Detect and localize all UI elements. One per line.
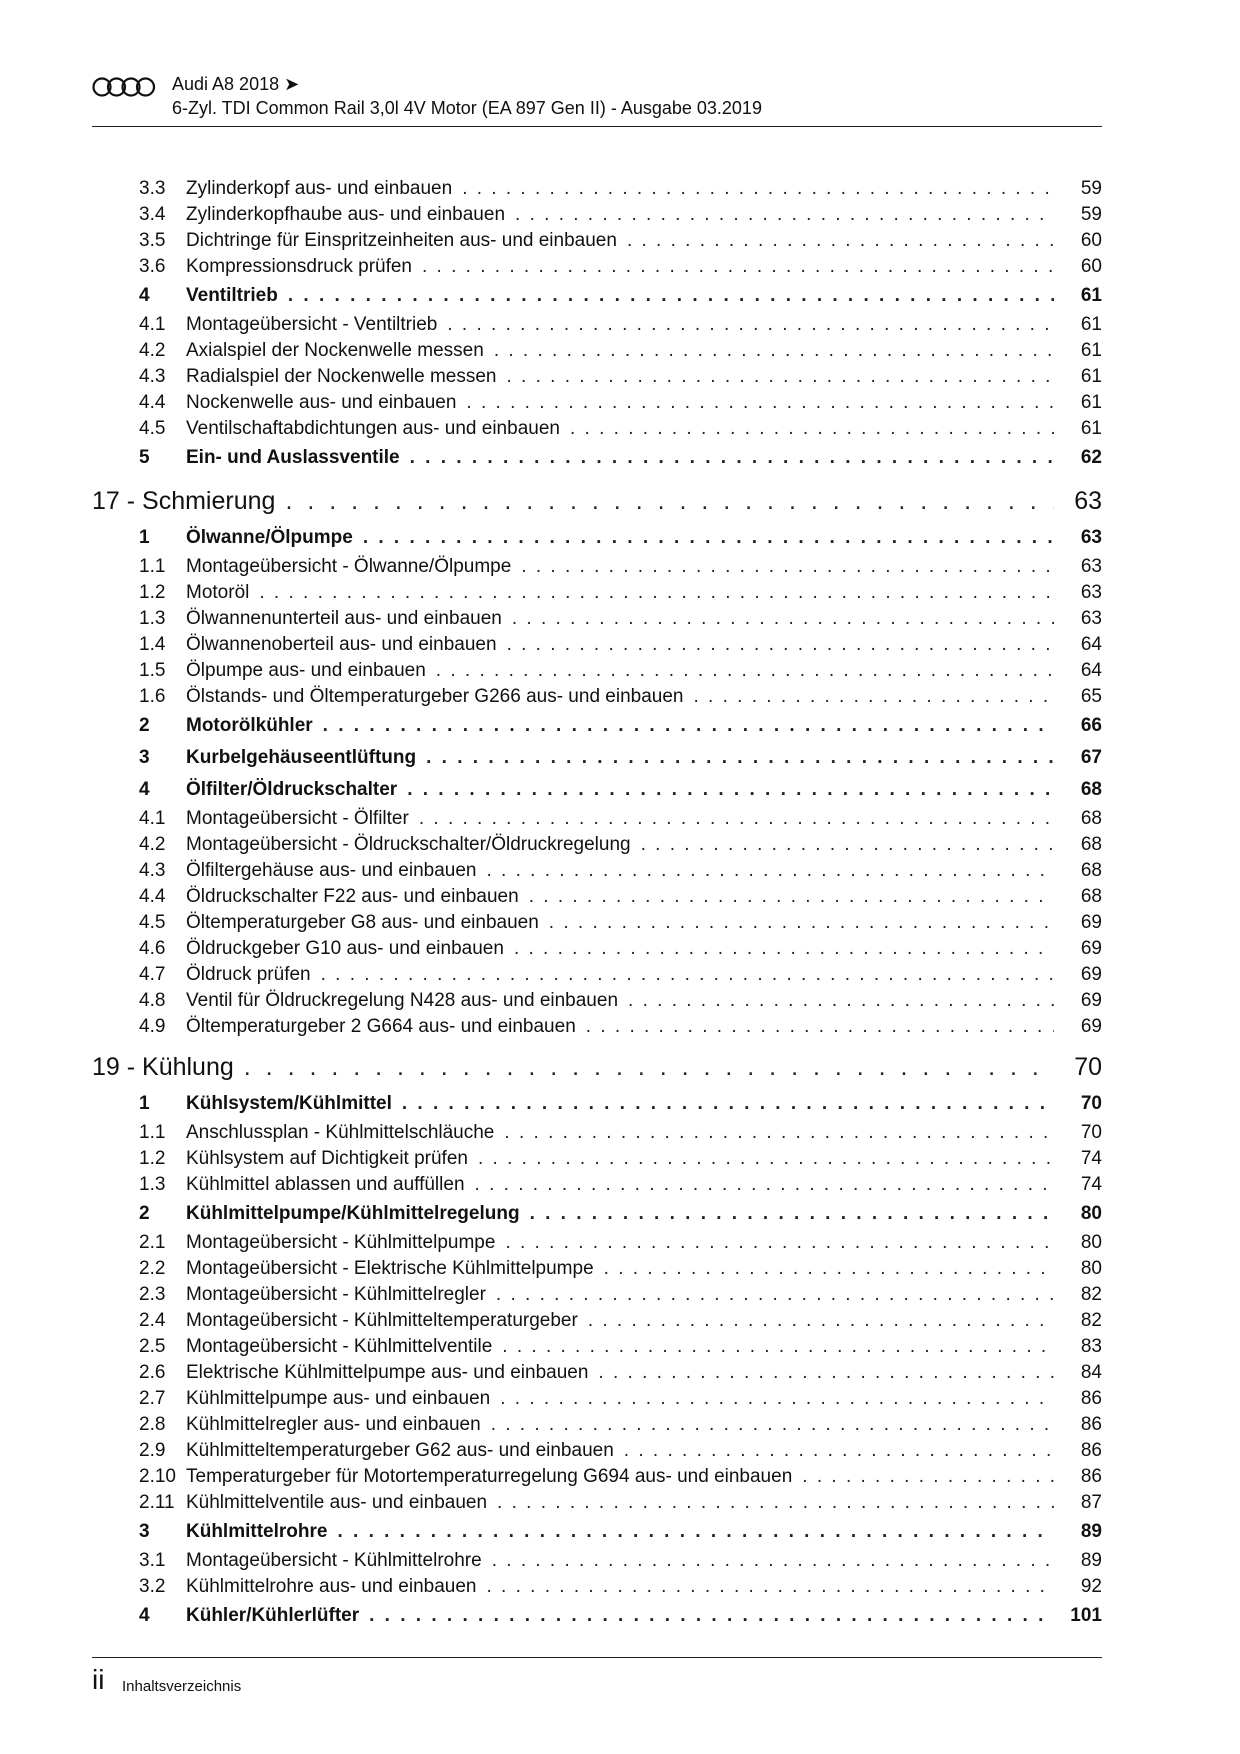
toc-number: 2.7 — [139, 1388, 166, 1409]
toc-title: Zylinderkopf aus- und einbauen — [186, 178, 453, 199]
toc-entry[interactable] — [92, 580, 1102, 606]
toc-entry[interactable] — [92, 1438, 1102, 1464]
toc-number: 3 — [139, 747, 150, 768]
toc-title: Anschlussplan - Kühlmittelschläuche — [186, 1122, 495, 1143]
toc-entry[interactable] — [92, 910, 1102, 936]
toc-title: Nockenwelle aus- und einbauen — [186, 392, 457, 413]
toc-section[interactable] — [92, 774, 1102, 806]
toc-title: Ventiltrieb — [186, 285, 278, 306]
toc-title: Ölfilter/Öldruckschalter — [186, 779, 398, 800]
toc-title: Zylinderkopfhaube aus- und einbauen — [186, 204, 506, 225]
toc-section[interactable] — [92, 742, 1102, 774]
toc-page-number: 69 — [1080, 964, 1102, 985]
toc-page-number: 59 — [1080, 178, 1102, 199]
dot-leader — [514, 936, 1054, 962]
toc-number: 1 — [139, 1093, 150, 1114]
dot-leader — [475, 1172, 1054, 1198]
toc-entry[interactable] — [92, 338, 1102, 364]
toc-title: Kühlmittelventile aus- und einbauen — [186, 1492, 488, 1513]
toc-page-number: 61 — [1080, 392, 1102, 413]
toc-title: Temperaturgeber für Motortemperaturregelung G694 aus- und einbauen — [186, 1466, 793, 1487]
dot-leader — [505, 1230, 1054, 1256]
dot-leader — [402, 1088, 1054, 1120]
dot-leader — [628, 988, 1054, 1014]
dot-leader — [491, 1412, 1054, 1438]
dot-leader — [586, 1014, 1054, 1040]
page-header — [92, 72, 1102, 127]
table-of-contents — [92, 176, 1102, 1632]
toc-number: 1 — [139, 527, 150, 548]
toc-number: 2.2 — [139, 1258, 166, 1279]
toc-title: Kühlmittelpumpe/Kühlmittelregelung — [186, 1203, 520, 1224]
toc-title: Öldruck prüfen — [186, 964, 311, 985]
toc-page-number: 80 — [1080, 1258, 1102, 1279]
dot-leader — [426, 742, 1054, 774]
toc-title: Montageübersicht - Kühlmittelrohre — [186, 1550, 482, 1571]
toc-number: 3.3 — [139, 178, 166, 199]
toc-page-number: 70 — [1080, 1093, 1102, 1114]
toc-page-number: 64 — [1080, 634, 1102, 655]
dot-leader — [492, 1548, 1054, 1574]
toc-title: Ölwanne/Ölpumpe — [186, 527, 353, 548]
toc-entry[interactable] — [92, 1386, 1102, 1412]
toc-page-number: 80 — [1080, 1203, 1102, 1224]
dot-leader — [515, 202, 1054, 228]
toc-title: Öldruckgeber G10 aus- und einbauen — [186, 938, 504, 959]
toc-title: Kühlmitteltemperaturgeber G62 aus- und einbauen — [186, 1440, 614, 1461]
toc-entry[interactable] — [92, 1146, 1102, 1172]
toc-page-number: 69 — [1080, 1016, 1102, 1037]
toc-page-number: 86 — [1080, 1466, 1102, 1487]
toc-page-number: 63 — [1080, 608, 1102, 629]
dot-leader — [604, 1256, 1054, 1282]
dot-leader — [486, 1574, 1054, 1600]
toc-page-number: 86 — [1080, 1414, 1102, 1435]
dot-leader — [422, 254, 1054, 280]
dot-leader — [507, 364, 1055, 390]
toc-title: Ölwannenunterteil aus- und einbauen — [186, 608, 502, 629]
toc-number: 1.2 — [139, 582, 166, 603]
toc-title: Elektrische Kühlmittelpumpe aus- und einbauen — [186, 1362, 589, 1383]
toc-page-number: 80 — [1080, 1232, 1102, 1253]
toc-number: 4.1 — [139, 314, 166, 335]
toc-entry[interactable] — [92, 1256, 1102, 1282]
toc-entry[interactable] — [92, 1120, 1102, 1146]
toc-number: 3.4 — [139, 204, 166, 225]
toc-number: 4.4 — [139, 392, 166, 413]
toc-page-number: 61 — [1080, 285, 1102, 306]
dot-leader — [462, 176, 1054, 202]
toc-number: 2 — [139, 1203, 150, 1224]
toc-page-number: 68 — [1080, 886, 1102, 907]
toc-entry[interactable] — [92, 1014, 1102, 1040]
toc-section[interactable] — [92, 280, 1102, 312]
toc-page-number: 66 — [1080, 715, 1102, 736]
toc-title: Montageübersicht - Ventiltrieb — [186, 314, 438, 335]
dot-leader — [530, 1198, 1054, 1230]
dot-leader — [244, 1046, 1054, 1088]
toc-page-number: 89 — [1080, 1550, 1102, 1571]
toc-section[interactable] — [92, 522, 1102, 554]
toc-title: Öltemperaturgeber G8 aus- und einbauen — [186, 912, 539, 933]
toc-page-number: 67 — [1080, 747, 1102, 768]
toc-entry[interactable] — [92, 176, 1102, 202]
toc-number: 3.5 — [139, 230, 166, 251]
toc-page-number: 61 — [1080, 418, 1102, 439]
toc-number: 1.6 — [139, 686, 166, 707]
toc-number: 2 — [139, 715, 150, 736]
toc-page-number: 92 — [1080, 1576, 1102, 1597]
toc-entry[interactable] — [92, 606, 1102, 632]
toc-number: 2.9 — [139, 1440, 166, 1461]
toc-title: Radialspiel der Nockenwelle messen — [186, 366, 497, 387]
toc-number: 4 — [139, 1605, 150, 1626]
dot-leader — [802, 1464, 1054, 1490]
dot-leader — [494, 338, 1054, 364]
toc-entry[interactable] — [92, 1412, 1102, 1438]
toc-entry[interactable] — [92, 988, 1102, 1014]
toc-entry[interactable] — [92, 884, 1102, 910]
toc-section[interactable] — [92, 710, 1102, 742]
audi-rings-logo — [92, 76, 156, 98]
dot-leader — [496, 1282, 1054, 1308]
toc-title: Kühlmittel ablassen und auffüllen — [186, 1174, 465, 1195]
toc-title: Montageübersicht - Kühlmittelregler — [186, 1284, 486, 1305]
toc-title: Montageübersicht - Ölwanne/Ölpumpe — [186, 556, 512, 577]
toc-page-number: 82 — [1080, 1310, 1102, 1331]
toc-entry[interactable] — [92, 832, 1102, 858]
toc-title: 19 - Kühlung — [92, 1053, 234, 1081]
toc-entry[interactable] — [92, 1172, 1102, 1198]
toc-number: 4.9 — [139, 1016, 166, 1037]
dot-leader — [641, 832, 1054, 858]
toc-number: 2.10 — [139, 1466, 176, 1487]
dot-leader — [624, 1438, 1054, 1464]
toc-page-number: 63 — [1080, 527, 1102, 548]
dot-leader — [500, 1386, 1054, 1412]
toc-page-number: 86 — [1080, 1388, 1102, 1409]
toc-title: Ölpumpe aus- und einbauen — [186, 660, 426, 681]
toc-page-number: 61 — [1080, 314, 1102, 335]
dot-leader — [570, 416, 1054, 442]
toc-title: Dichtringe für Einspritzeinheiten aus- und einbauen — [186, 230, 617, 251]
toc-page-number: 59 — [1080, 204, 1102, 225]
toc-section[interactable] — [92, 1516, 1102, 1548]
toc-number: 4.1 — [139, 808, 166, 829]
toc-title: Montageübersicht - Ölfilter — [186, 808, 409, 829]
toc-section[interactable] — [92, 1600, 1102, 1632]
toc-title: Kühlsystem/Kühlmittel — [186, 1093, 392, 1114]
toc-title: Öldruckschalter F22 aus- und einbauen — [186, 886, 519, 907]
toc-number: 2.3 — [139, 1284, 166, 1305]
toc-page-number: 60 — [1080, 230, 1102, 251]
toc-entry[interactable] — [92, 254, 1102, 280]
toc-number: 4.2 — [139, 340, 166, 361]
toc-entry[interactable] — [92, 806, 1102, 832]
toc-entry[interactable] — [92, 1464, 1102, 1490]
toc-number: 4.3 — [139, 860, 166, 881]
toc-page-number: 86 — [1080, 1440, 1102, 1461]
toc-entry[interactable] — [92, 390, 1102, 416]
toc-title: Motorölkühler — [186, 715, 313, 736]
header-model: Audi A8 2018 ➤ — [172, 74, 300, 94]
toc-number: 1.3 — [139, 608, 166, 629]
toc-number: 3.2 — [139, 1576, 166, 1597]
toc-page-number: 89 — [1080, 1521, 1102, 1542]
dot-leader — [504, 1120, 1054, 1146]
toc-section[interactable] — [92, 1198, 1102, 1230]
toc-page-number: 61 — [1080, 366, 1102, 387]
dot-leader — [436, 658, 1054, 684]
toc-page-number: 68 — [1080, 834, 1102, 855]
toc-page-number: 68 — [1080, 808, 1102, 829]
toc-entry[interactable] — [92, 858, 1102, 884]
toc-number: 4.8 — [139, 990, 166, 1011]
toc-title: Axialspiel der Nockenwelle messen — [186, 340, 484, 361]
dot-leader — [285, 480, 1054, 522]
dot-leader — [419, 806, 1054, 832]
toc-title: Montageübersicht - Elektrische Kühlmittelpumpe — [186, 1258, 594, 1279]
toc-section[interactable] — [92, 442, 1102, 474]
toc-number: 4 — [139, 779, 150, 800]
footer-label: Inhaltsverzeichnis — [122, 1678, 242, 1695]
dot-leader — [529, 884, 1054, 910]
toc-number: 2.4 — [139, 1310, 166, 1331]
toc-entry[interactable] — [92, 1334, 1102, 1360]
toc-title: Ölfiltergehäuse aus- und einbauen — [186, 860, 477, 881]
toc-page-number: 68 — [1080, 779, 1102, 800]
toc-page-number: 84 — [1080, 1362, 1102, 1383]
toc-title: Ölstands- und Öltemperaturgeber G266 aus- und einbauen — [186, 686, 684, 707]
toc-entry[interactable] — [92, 936, 1102, 962]
dot-leader — [337, 1516, 1054, 1548]
dot-leader — [466, 390, 1054, 416]
toc-entry[interactable] — [92, 1230, 1102, 1256]
toc-page-number: 74 — [1080, 1174, 1102, 1195]
toc-title: Ventilschaftabdichtungen aus- und einbauen — [186, 418, 560, 439]
dot-leader — [502, 1334, 1054, 1360]
toc-entry[interactable] — [92, 228, 1102, 254]
toc-number: 4.4 — [139, 886, 166, 907]
dot-leader — [588, 1308, 1054, 1334]
toc-page-number: 70 — [1080, 1122, 1102, 1143]
toc-title: Ein- und Auslassventile — [186, 447, 400, 468]
toc-entry[interactable] — [92, 1308, 1102, 1334]
toc-page-number: 69 — [1080, 938, 1102, 959]
dot-leader — [598, 1360, 1054, 1386]
toc-title: Kühlmittelrohre aus- und einbauen — [186, 1576, 477, 1597]
dot-leader — [512, 606, 1054, 632]
toc-number: 1.4 — [139, 634, 166, 655]
toc-page-number: 101 — [1070, 1605, 1102, 1626]
toc-page-number: 69 — [1080, 990, 1102, 1011]
dot-leader — [507, 632, 1054, 658]
toc-title: Öltemperaturgeber 2 G664 aus- und einbauen — [186, 1016, 576, 1037]
dot-leader — [497, 1490, 1054, 1516]
toc-chapter[interactable] — [92, 480, 1102, 522]
toc-number: 5 — [139, 447, 150, 468]
toc-number: 4.6 — [139, 938, 166, 959]
toc-page-number: 63 — [1080, 556, 1102, 577]
dot-leader — [447, 312, 1054, 338]
toc-title: Ventil für Öldruckregelung N428 aus- und einbauen — [186, 990, 619, 1011]
dot-leader — [407, 774, 1054, 806]
toc-number: 3 — [139, 1521, 150, 1542]
toc-title: Montageübersicht - Kühlmittelventile — [186, 1336, 493, 1357]
toc-page-number: 64 — [1080, 660, 1102, 681]
dot-leader — [288, 280, 1054, 312]
toc-page-number: 74 — [1080, 1148, 1102, 1169]
toc-number: 4.5 — [139, 418, 166, 439]
toc-entry[interactable] — [92, 416, 1102, 442]
toc-page-number: 82 — [1080, 1284, 1102, 1305]
dot-leader — [323, 710, 1054, 742]
toc-number: 1.5 — [139, 660, 166, 681]
toc-title: Kühlmittelpumpe aus- und einbauen — [186, 1388, 491, 1409]
dot-leader — [521, 554, 1054, 580]
toc-number: 1.1 — [139, 556, 166, 577]
page-footer — [92, 1657, 1102, 1698]
toc-entry[interactable] — [92, 1490, 1102, 1516]
toc-entry[interactable] — [92, 684, 1102, 710]
dot-leader — [627, 228, 1054, 254]
toc-entry[interactable] — [92, 312, 1102, 338]
toc-number: 2.8 — [139, 1414, 166, 1435]
header-subtitle: 6-Zyl. TDI Common Rail 3,0l 4V Motor (EA 897 Gen II) - Ausgabe 03.2019 — [172, 98, 762, 118]
toc-number: 1.3 — [139, 1174, 166, 1195]
toc-entry[interactable] — [92, 632, 1102, 658]
toc-entry[interactable] — [92, 1360, 1102, 1386]
toc-page-number: 63 — [1074, 487, 1102, 515]
toc-entry[interactable] — [92, 554, 1102, 580]
toc-entry[interactable] — [92, 1282, 1102, 1308]
toc-title: Kühlmittelrohre — [186, 1521, 328, 1542]
toc-number: 4.5 — [139, 912, 166, 933]
toc-number: 4.7 — [139, 964, 166, 985]
toc-title: Kompressionsdruck prüfen — [186, 256, 412, 277]
footer-page-number: ii — [92, 1664, 105, 1695]
dot-leader — [410, 442, 1054, 474]
toc-page-number: 70 — [1074, 1053, 1102, 1081]
toc-entry[interactable] — [92, 1548, 1102, 1574]
dot-leader — [259, 580, 1054, 606]
toc-title: 17 - Schmierung — [92, 487, 276, 515]
toc-title: Montageübersicht - Kühlmittelpumpe — [186, 1232, 496, 1253]
toc-page-number: 87 — [1080, 1492, 1102, 1513]
toc-number: 2.5 — [139, 1336, 166, 1357]
toc-number: 2.11 — [139, 1492, 175, 1513]
toc-number: 4.3 — [139, 366, 166, 387]
toc-page-number: 68 — [1080, 860, 1102, 881]
dot-leader — [369, 1600, 1054, 1632]
toc-page-number: 61 — [1080, 340, 1102, 361]
toc-section[interactable] — [92, 1088, 1102, 1120]
dot-leader — [486, 858, 1054, 884]
toc-title: Montageübersicht - Kühlmitteltemperaturgeber — [186, 1310, 578, 1331]
toc-page-number: 62 — [1080, 447, 1102, 468]
toc-title: Kurbelgehäuseentlüftung — [186, 747, 417, 768]
dot-leader — [478, 1146, 1054, 1172]
toc-number: 4 — [139, 285, 150, 306]
toc-entry[interactable] — [92, 202, 1102, 228]
toc-number: 2.1 — [139, 1232, 166, 1253]
toc-number: 2.6 — [139, 1362, 166, 1383]
dot-leader — [549, 910, 1054, 936]
toc-title: Motoröl — [186, 582, 250, 603]
toc-title: Kühlmittelregler aus- und einbauen — [186, 1414, 481, 1435]
toc-chapter[interactable] — [92, 1046, 1102, 1088]
toc-entry[interactable] — [92, 658, 1102, 684]
toc-entry[interactable] — [92, 962, 1102, 988]
toc-entry[interactable] — [92, 364, 1102, 390]
dot-leader — [321, 962, 1054, 988]
toc-number: 1.1 — [139, 1122, 166, 1143]
toc-number: 1.2 — [139, 1148, 166, 1169]
toc-page-number: 63 — [1080, 582, 1102, 603]
toc-page-number: 65 — [1080, 686, 1102, 707]
toc-number: 4.2 — [139, 834, 166, 855]
toc-number: 3.1 — [139, 1550, 166, 1571]
toc-title: Kühler/Kühlerlüfter — [186, 1605, 360, 1626]
toc-page-number: 83 — [1080, 1336, 1102, 1357]
toc-title: Kühlsystem auf Dichtigkeit prüfen — [186, 1148, 468, 1169]
toc-page-number: 69 — [1080, 912, 1102, 933]
toc-title: Ölwannenoberteil aus- und einbauen — [186, 634, 497, 655]
dot-leader — [693, 684, 1054, 710]
toc-title: Montageübersicht - Öldruckschalter/Öldruckregelung — [186, 834, 631, 855]
toc-entry[interactable] — [92, 1574, 1102, 1600]
toc-number: 3.6 — [139, 256, 166, 277]
toc-page-number: 60 — [1080, 256, 1102, 277]
dot-leader — [363, 522, 1054, 554]
